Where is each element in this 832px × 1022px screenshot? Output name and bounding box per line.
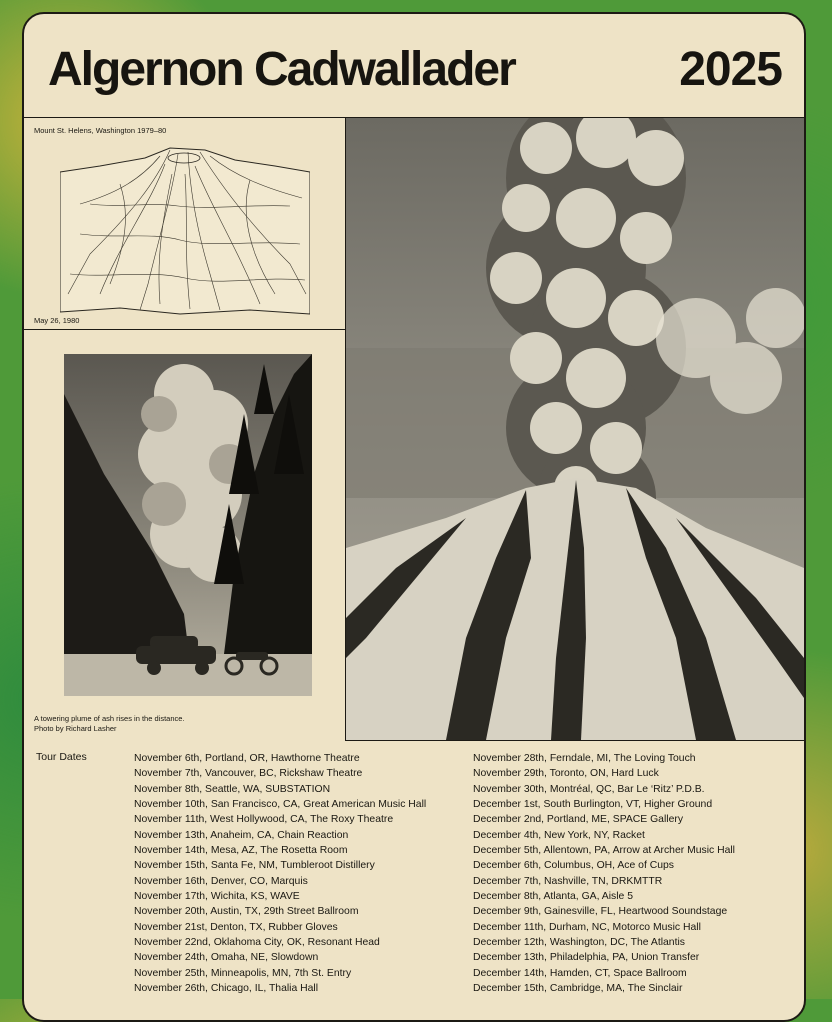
- tour-dates-column-1: [134, 751, 426, 997]
- tour-date-item: November 16th, Denver, CO, Marquis: [134, 875, 308, 887]
- poster-header: [24, 14, 804, 118]
- tour-date-item: December 15th, Cambridge, MA, The Sinclair: [473, 983, 683, 995]
- tour-date-item: November 28th, Ferndale, MI, The Loving Touch: [473, 753, 696, 764]
- tour-date-item: November 11th, West Hollywood, CA, The Roxy Theatre: [134, 814, 394, 826]
- volcano-eruption-image: [346, 118, 804, 740]
- eruption-photo: [346, 118, 806, 741]
- tour-date-item: November 22nd, Oklahoma City, OK, Resonant Head: [134, 937, 380, 949]
- mountain-relief-illustration: [60, 144, 310, 316]
- tour-date-item: December 14th, Hamden, CT, Space Ballroom: [473, 967, 687, 979]
- ash-plume-forest-photo: [64, 354, 312, 696]
- tour-dates-label: Tour Dates: [36, 751, 87, 763]
- photo-credit: Photo by Richard Lasher: [34, 724, 117, 733]
- tour-date-item: November 15th, Santa Fe, NM, Tumbleroot Distillery: [134, 860, 375, 872]
- tour-dates-column-2: [473, 751, 735, 997]
- tour-date-item: December 11th, Durham, NC, Motorco Music Hall: [473, 921, 701, 933]
- tour-poster: [22, 12, 806, 1022]
- tour-date-item: December 4th, New York, NY, Racket: [473, 829, 645, 841]
- tour-date-item: December 13th, Philadelphia, PA, Union Transfer: [473, 952, 700, 964]
- tour-date-item: November 30th, Montréal, QC, Bar Le ‘Ritz’ P.D.B.: [473, 783, 705, 795]
- left-column: [24, 118, 346, 741]
- forest-photo-caption: [34, 714, 185, 734]
- tour-date-item: November 29th, Toronto, ON, Hard Luck: [473, 768, 659, 780]
- caption-line-1: A towering plume of ash rises in the distance.: [34, 714, 185, 723]
- tour-date-item: November 8th, Seattle, WA, SUBSTATION: [134, 783, 331, 795]
- tour-date-item: December 12th, Washington, DC, The Atlantis: [473, 937, 685, 949]
- tour-date-item: November 25th, Minneapolis, MN, 7th St. Entry: [134, 967, 352, 979]
- tour-date-item: November 7th, Vancouver, BC, Rickshaw Theatre: [134, 768, 363, 780]
- artist-name: Algernon Cadwallader: [48, 43, 515, 96]
- tour-date-item: December 2nd, Portland, ME, SPACE Gallery: [473, 814, 684, 826]
- tour-date-item: November 10th, San Francisco, CA, Great American Music Hall: [134, 799, 427, 811]
- topographic-map-panel: [24, 118, 345, 330]
- forest-photo-panel: [24, 330, 345, 741]
- tour-year: 2025: [679, 43, 782, 96]
- map-date: May 26, 1980: [34, 316, 80, 325]
- tour-date-item: November 24th, Omaha, NE, Slowdown: [134, 952, 319, 964]
- tour-date-item: December 8th, Atlanta, GA, Aisle 5: [473, 891, 633, 903]
- tour-date-item: December 1st, South Burlington, VT, Higher Ground: [473, 799, 713, 811]
- tour-date-item: November 14th, Mesa, AZ, The Rosetta Room: [134, 845, 348, 857]
- tour-date-item: November 26th, Chicago, IL, Thalia Hall: [134, 983, 319, 995]
- tour-date-item: December 7th, Nashville, TN, DRKMTTR: [473, 875, 663, 887]
- tour-dates-section: [24, 741, 804, 1022]
- map-title: Mount St. Helens, Washington 1979–80: [34, 126, 167, 135]
- tour-date-item: December 5th, Allentown, PA, Arrow at Archer Music Hall: [473, 845, 735, 857]
- tour-date-item: November 20th, Austin, TX, 29th Street Ballroom: [134, 906, 359, 918]
- tour-date-item: November 6th, Portland, OR, Hawthorne Theatre: [134, 753, 360, 764]
- tour-date-item: December 6th, Columbus, OH, Ace of Cups: [473, 860, 674, 872]
- tour-date-item: November 17th, Wichita, KS, WAVE: [134, 891, 300, 903]
- tour-date-item: November 21st, Denton, TX, Rubber Gloves: [134, 921, 338, 933]
- tour-date-item: December 9th, Gainesville, FL, Heartwood Soundstage: [473, 906, 728, 918]
- tour-date-item: November 13th, Anaheim, CA, Chain Reaction: [134, 829, 349, 841]
